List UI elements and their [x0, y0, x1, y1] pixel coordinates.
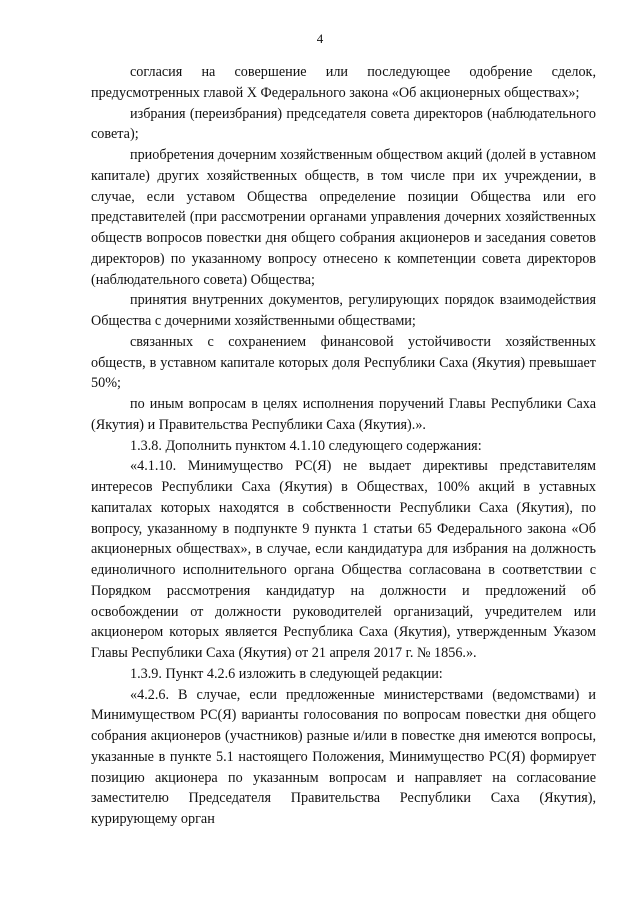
paragraph-10: «4.2.6. В случае, если предложенные министерствами (ведомствами) и Минимуществом РС(Я) варианты голосования по вопросам повестки дня общего собрания акционеров (участников) разные и/или в повестке дня имеются вопросы, указанные в пункте 5.1 настоящего Положения, Минимущество РС(Я) формирует позицию акционера по указанным вопросам и направляет на согласование заместителю Председателя Правительства Республики Саха (Якутия), курирующему орган [91, 686, 596, 827]
paragraph-5: связанных с сохранением финансовой устойчивости хозяйственных обществ, в уставном капитале которых доля Республики Саха (Якутия) превышает 50%; [91, 333, 596, 392]
paragraph-3: приобретения дочерним хозяйственным обществом акций (долей в уставном капитале) других хозяйственных обществ, в том числе при их учреждении, в случае, если уставом Общества определение позиции Общества или его представителей (при рассмотрении органами управления дочерних хозяйственных обществ вопросов повестки дня общего собрания акционеров и заседания советов директоров) по указанному вопросу отнесено к компетенции совета директоров (наблюдательного совета) Общества; [91, 147, 596, 288]
paragraph-8: «4.1.10. Минимущество РС(Я) не выдает директивы представителям интересов Республики Саха (Якутия) в Обществах, 100% акций в уставных капиталах которых находятся в собственности Республики Саха (Якутия), по вопросу, указанному в подпункте 9 пункта 1 статьи 65 Федерального закона «Об акционерных обществах», в случае, если кандидатура для избрания на должность единоличного исполнительного органа Общества согласована в соответствии с Порядком рассмотрения кандидатур на должности и предложений об освобождении от должности руководителей организаций, учредителем или акционером которых является Республика Саха (Якутия), утвержденным Указом Главы Республики Саха (Якутия) от 21 апреля 2017 г. № 1856.». [91, 458, 596, 661]
document-body [91, 62, 596, 830]
paragraph-4: принятия внутренних документов, регулирующих порядок взаимодействия Общества с дочерними хозяйственными обществами; [91, 292, 596, 329]
paragraph-1: согласия на совершение или последующее одобрение сделок, предусмотренных главой X Федерального закона «Об акционерных обществах»; [91, 64, 596, 101]
paragraph-2: избрания (переизбрания) председателя совета директоров (наблюдательного совета); [91, 105, 596, 143]
paragraph-7: 1.3.8. Дополнить пунктом 4.1.10 следующего содержания: [130, 437, 482, 454]
paragraph-6: по иным вопросам в целях исполнения поручений Главы Республики Саха (Якутия) и Правительства Республики Саха (Якутия).». [91, 396, 596, 433]
paragraph-9: 1.3.9. Пункт 4.2.6 изложить в следующей редакции: [130, 665, 443, 682]
page-number: 4 [316, 31, 324, 46]
